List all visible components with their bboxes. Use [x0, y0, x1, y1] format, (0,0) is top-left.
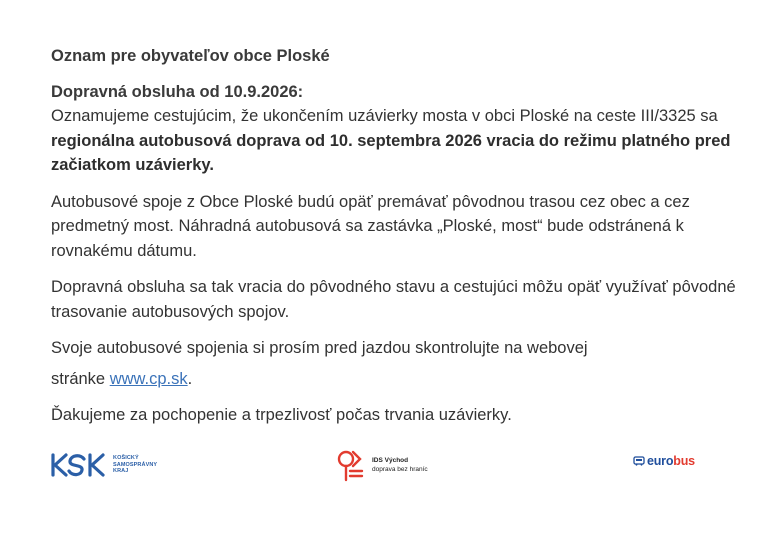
ids-tagline: doprava bez hraníc [372, 466, 428, 473]
notice [51, 44, 741, 428]
ksk-logo [50, 450, 157, 480]
bus-icon [633, 456, 645, 466]
paragraph-4 [51, 336, 741, 391]
paragraph-5: Ďakujeme za pochopenie a trpezlivosť počas trvania uzávierky. [51, 406, 512, 424]
paragraph-4-line2 [51, 367, 741, 392]
ids-text [372, 456, 428, 474]
paragraph-4-suffix: . [187, 369, 193, 388]
ksk-text [113, 455, 157, 475]
ids-name: IDS Východ [372, 457, 409, 464]
paragraph-1-text: Oznamujeme cestujúcim, že ukončením uzávierky mosta v obci Ploské na ceste III/3325 sa [51, 107, 718, 125]
paragraph-4-prefix: stránke [51, 369, 110, 388]
paragraph-3: Dopravná obsluha sa tak vracia do pôvodného stavu a cestujúci môžu opäť využívať pôvodné trasovanie autobusových spojov. [51, 278, 736, 321]
ksk-mark-icon [50, 452, 110, 478]
ksk-line1: KOŠICKÝ [113, 455, 139, 462]
notice-heading: Dopravná obsluha od 10.9.2026: [51, 83, 304, 101]
cp-sk-link[interactable]: www.cp.sk [109, 369, 188, 388]
notice-title: Oznam pre obyvateľov obce Ploské [51, 47, 330, 65]
paragraph-2: Autobusové spoje z Obce Ploské budú opäť premávať pôvodnou trasou cez obec a cez predmetný most. Náhradná autobusová sa zastávka „Ploské, most“ bude odstránená k rovnakému dátumu. [51, 192, 690, 260]
ksk-line3: KRAJ [113, 468, 129, 475]
ids-vychod-logo [334, 448, 428, 482]
eurobus-part2: bus [673, 454, 695, 468]
ksk-line2: SAMOSPRÁVNY [113, 461, 158, 468]
eurobus-part1: euro [647, 454, 674, 468]
eurobus-logo [633, 454, 695, 468]
eurobus-text [647, 454, 695, 468]
paragraph-1-bold: regionálna autobusová doprava od 10. septembra 2026 vracia do režimu platného pred začiatkom uzávierky. [51, 131, 731, 174]
paragraph-1 [51, 104, 741, 178]
ids-mark-icon [334, 448, 370, 482]
paragraph-4-line1: Svoje autobusové spojenia si prosím pred jazdou skontrolujte na webovej [51, 339, 588, 357]
notice-section [51, 80, 741, 178]
